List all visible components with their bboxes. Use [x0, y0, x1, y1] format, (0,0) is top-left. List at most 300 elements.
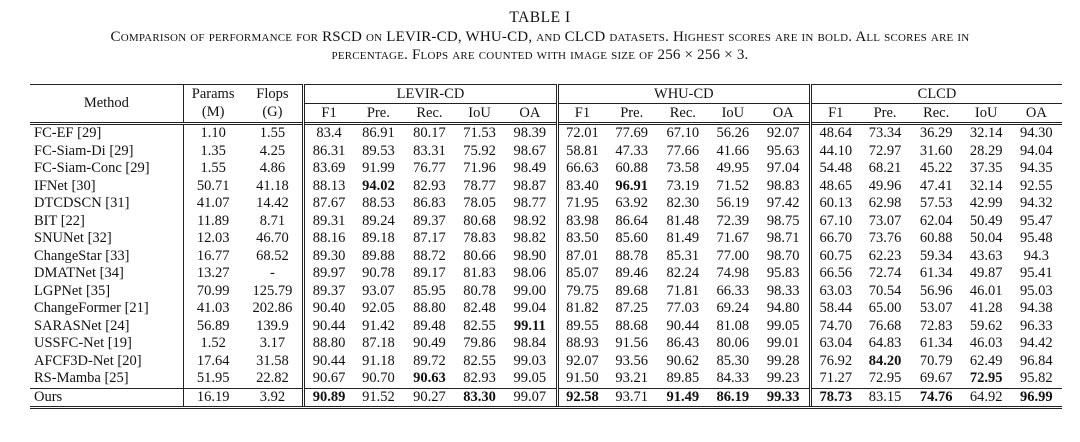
flops-value: 125.79 [252, 282, 293, 299]
params-value: 56.89 [183, 318, 242, 336]
method-name: SNUNet [32] [30, 230, 183, 248]
score-cell: 98.71 [766, 230, 800, 247]
score-cell: 98.92 [513, 212, 547, 229]
score-cell: 85.30 [716, 352, 750, 369]
flops-value: 14.42 [256, 195, 289, 212]
table-row [30, 335, 1062, 353]
params-value: 11.89 [183, 213, 242, 231]
method-name: ChangeFormer [21] [30, 300, 183, 318]
score-cell: 98.06 [513, 265, 547, 282]
method-header: Method [30, 85, 183, 124]
score-cell [455, 388, 504, 408]
score-cell: 87.17 [413, 230, 446, 247]
table-row [30, 300, 1062, 318]
score-cell: 99.05 [513, 370, 547, 387]
score-cell [557, 388, 606, 408]
score-cell: 82.93 [413, 177, 446, 194]
params-value: 1.52 [183, 335, 242, 353]
score-cell: 67.10 [811, 213, 860, 231]
flops-value: - [269, 265, 275, 282]
best-score: 86.19 [716, 388, 750, 405]
score-cell: 99.00 [513, 282, 547, 299]
score-cell: 63.04 [811, 335, 860, 353]
flops-value: 4.86 [259, 160, 286, 177]
score-cell: 89.30 [304, 248, 353, 266]
score-cell: 83.4 [304, 124, 353, 143]
score-cell [657, 388, 708, 408]
score-cell: 82.48 [463, 300, 496, 317]
metric-header: IoU [962, 104, 1011, 124]
score-cell: 85.60 [615, 230, 649, 247]
score-cell: 71.96 [463, 160, 496, 177]
score-cell: 80.78 [463, 282, 496, 299]
score-cell: 98.75 [766, 212, 800, 229]
score-cell: 44.10 [811, 143, 860, 161]
score-cell: 62.98 [868, 195, 902, 212]
metric-header: OA [504, 104, 557, 124]
score-cell [404, 370, 455, 388]
score-cell: 95.47 [1020, 212, 1053, 229]
score-cell: 64.92 [962, 388, 1011, 408]
method-name: DTCDSCN [31] [30, 195, 183, 213]
score-cell: 83.31 [413, 142, 446, 159]
metric-header: Rec. [911, 104, 962, 124]
score-cell: 86.83 [413, 195, 446, 212]
method-name: FC-Siam-Conc [29] [30, 160, 183, 178]
params-value: 51.95 [183, 370, 242, 388]
table-row [30, 195, 1062, 213]
best-score: 84.20 [868, 352, 902, 369]
table-row [30, 318, 1062, 336]
table-row [30, 388, 1062, 408]
score-cell: 93.56 [615, 352, 649, 369]
score-cell: 94.38 [1020, 300, 1053, 317]
table-body [30, 124, 1062, 408]
score-cell: 62.23 [868, 247, 902, 264]
score-cell: 88.93 [557, 335, 606, 353]
score-cell: 72.39 [716, 212, 750, 229]
score-cell: 69.24 [716, 300, 750, 317]
score-cell: 81.48 [666, 212, 700, 229]
score-cell: 45.22 [919, 160, 953, 177]
best-score: 74.76 [919, 388, 953, 405]
score-cell: 95.63 [766, 142, 800, 159]
score-cell: 99.28 [766, 352, 800, 369]
score-cell: 95.41 [1020, 265, 1053, 282]
score-cell: 87.67 [304, 195, 353, 213]
score-cell: 92.05 [362, 300, 395, 317]
params-value: 1.10 [183, 124, 242, 143]
params-value: 16.19 [183, 388, 242, 408]
score-cell: 86.91 [362, 125, 395, 142]
score-cell: 89.53 [362, 142, 395, 159]
score-cell: 94.3 [1023, 247, 1050, 264]
score-cell: 85.95 [413, 282, 446, 299]
score-cell: 98.82 [513, 230, 547, 247]
params-value: 1.55 [183, 160, 242, 178]
score-cell: 92.55 [1020, 177, 1053, 194]
flops-value: 8.71 [259, 212, 286, 229]
score-cell: 99.07 [504, 388, 557, 408]
method-name: Ours [30, 388, 183, 408]
score-cell: 88.53 [362, 195, 395, 212]
score-cell: 82.93 [463, 370, 496, 387]
table-row [30, 143, 1062, 161]
score-cell: 83.40 [557, 178, 606, 196]
best-score: 90.63 [413, 370, 446, 387]
score-cell [962, 370, 1011, 388]
score-cell: 98.39 [513, 125, 547, 142]
whu-group-header: WHU-CD [557, 85, 810, 104]
table-caption [0, 0, 1080, 64]
score-cell: 81.49 [666, 230, 700, 247]
score-cell: 32.14 [969, 125, 1003, 142]
score-cell: 94.30 [1020, 125, 1053, 142]
score-cell: 98.84 [513, 335, 547, 352]
flops-value: 139.9 [256, 317, 289, 334]
metric-header: Pre. [860, 104, 911, 124]
score-cell: 88.68 [615, 317, 649, 334]
score-cell: 76.68 [868, 317, 902, 334]
score-cell: 79.75 [557, 283, 606, 301]
score-cell: 80.66 [463, 247, 496, 264]
score-cell: 60.75 [811, 248, 860, 266]
score-cell: 81.82 [557, 300, 606, 318]
flops-value: 202.86 [252, 300, 293, 317]
score-cell: 58.81 [557, 143, 606, 161]
score-cell: 90.62 [666, 352, 700, 369]
metric-header: Pre. [353, 104, 404, 124]
score-cell: 92.07 [766, 125, 800, 142]
score-cell: 99.05 [766, 317, 800, 334]
metric-header: IoU [708, 104, 757, 124]
score-cell: 47.41 [919, 177, 953, 194]
metric-header: F1 [304, 104, 353, 124]
score-cell [708, 388, 757, 408]
score-cell: 91.52 [353, 388, 404, 408]
score-cell: 72.83 [919, 317, 953, 334]
flops-value: 3.17 [259, 335, 286, 352]
score-cell: 98.49 [513, 160, 547, 177]
score-cell: 97.42 [766, 195, 800, 212]
best-score: 91.49 [666, 388, 700, 405]
params-unit: (M) [183, 104, 242, 124]
score-cell: 89.72 [413, 352, 446, 369]
score-cell: 98.87 [513, 177, 547, 194]
score-cell: 98.90 [513, 247, 547, 264]
score-cell [911, 388, 962, 408]
score-cell: 75.92 [463, 142, 496, 159]
score-cell: 82.24 [666, 265, 700, 282]
score-cell: 83.15 [860, 388, 911, 408]
score-cell: 73.34 [868, 125, 902, 142]
levir-group-header: LEVIR-CD [304, 85, 557, 104]
score-cell: 94.80 [766, 300, 800, 317]
score-cell: 95.83 [766, 265, 800, 282]
metric-header: Rec. [404, 104, 455, 124]
score-cell: 90.27 [404, 388, 455, 408]
method-name: USSFC-Net [19] [30, 335, 183, 353]
best-score: 83.30 [463, 388, 496, 405]
score-cell: 86.64 [615, 212, 649, 229]
score-cell: 98.67 [513, 142, 547, 159]
score-cell: 89.48 [413, 317, 446, 334]
method-name: LGPNet [35] [30, 283, 183, 301]
params-header: Params [183, 85, 242, 104]
metric-header: OA [757, 104, 810, 124]
metric-header: Rec. [657, 104, 708, 124]
score-cell: 92.07 [557, 353, 606, 371]
score-cell: 88.13 [304, 178, 353, 196]
score-cell: 78.05 [463, 195, 496, 212]
score-cell: 48.65 [811, 178, 860, 196]
table-row [30, 283, 1062, 301]
score-cell: 78.83 [463, 230, 496, 247]
flops-value: 31.58 [256, 352, 289, 369]
score-cell: 85.31 [666, 247, 700, 264]
score-cell: 95.48 [1020, 230, 1053, 247]
score-cell: 89.85 [666, 370, 700, 387]
score-cell: 87.01 [557, 248, 606, 266]
score-cell: 71.52 [716, 177, 750, 194]
score-cell: 42.99 [969, 195, 1003, 212]
table-row [30, 370, 1062, 388]
score-cell: 93.07 [362, 282, 395, 299]
score-cell: 83.50 [557, 230, 606, 248]
score-cell: 73.76 [868, 230, 902, 247]
score-cell [757, 388, 810, 408]
score-cell: 74.70 [811, 318, 860, 336]
score-cell: 87.18 [362, 335, 395, 352]
score-cell: 74.98 [716, 265, 750, 282]
score-cell: 61.34 [919, 335, 953, 352]
score-cell: 99.01 [766, 335, 800, 352]
caption-line-1: Comparison of performance for RSCD on LEVIR-CD, WHU-CD, and CLCD datasets. Highest scores are in bold. All scores are in [110, 29, 970, 45]
score-cell: 80.17 [413, 125, 446, 142]
score-cell: 91.42 [362, 317, 395, 334]
score-cell: 95.82 [1020, 370, 1053, 387]
score-cell: 66.63 [557, 160, 606, 178]
best-score: 90.89 [312, 388, 346, 405]
score-cell: 43.63 [969, 247, 1003, 264]
score-cell [304, 388, 353, 408]
score-cell: 89.17 [413, 265, 446, 282]
metric-header: F1 [557, 104, 606, 124]
score-cell: 61.34 [919, 265, 953, 282]
score-cell: 89.37 [304, 283, 353, 301]
method-name: FC-Siam-Di [29] [30, 143, 183, 161]
score-cell: 94.04 [1020, 142, 1053, 159]
score-cell: 90.70 [362, 370, 395, 387]
score-cell: 72.97 [868, 142, 902, 159]
score-cell: 59.34 [919, 247, 953, 264]
score-cell: 89.31 [304, 213, 353, 231]
score-cell: 91.18 [362, 352, 395, 369]
score-cell: 73.07 [868, 212, 902, 229]
score-cell: 79.86 [463, 335, 496, 352]
score-cell: 76.77 [413, 160, 446, 177]
score-cell: 94.42 [1020, 335, 1053, 352]
score-cell: 65.00 [868, 300, 902, 317]
score-cell: 32.14 [969, 177, 1003, 194]
score-cell: 83.98 [557, 213, 606, 231]
score-cell: 59.62 [969, 317, 1003, 334]
score-cell: 87.25 [615, 300, 649, 317]
params-value: 50.71 [183, 178, 242, 196]
score-cell: 71.67 [716, 230, 750, 247]
score-cell: 56.26 [716, 125, 750, 142]
score-cell: 90.44 [304, 353, 353, 371]
score-cell: 86.43 [666, 335, 700, 352]
score-cell: 54.48 [811, 160, 860, 178]
best-score: 96.99 [1020, 388, 1053, 405]
score-cell [1011, 388, 1062, 408]
score-cell: 93.21 [615, 370, 649, 387]
method-name: AFCF3D-Net [20] [30, 353, 183, 371]
best-score: 92.58 [566, 388, 599, 405]
score-cell: 89.55 [557, 318, 606, 336]
score-cell: 70.54 [868, 282, 902, 299]
score-cell: 60.88 [615, 160, 649, 177]
score-cell: 63.92 [615, 195, 649, 212]
score-cell: 66.70 [811, 230, 860, 248]
score-cell: 72.95 [868, 370, 902, 387]
flops-value: 1.55 [259, 125, 286, 142]
score-cell: 88.78 [615, 247, 649, 264]
table-number: TABLE I [509, 9, 571, 26]
score-cell [353, 178, 404, 196]
score-cell: 84.33 [716, 370, 750, 387]
score-cell: 82.55 [463, 317, 496, 334]
score-cell: 98.70 [766, 247, 800, 264]
score-cell: 99.23 [766, 370, 800, 387]
score-cell: 99.03 [513, 352, 547, 369]
score-cell: 41.28 [969, 300, 1003, 317]
params-value: 41.03 [183, 300, 242, 318]
score-cell: 58.44 [811, 300, 860, 318]
params-value: 12.03 [183, 230, 242, 248]
score-cell: 91.99 [362, 160, 395, 177]
metric-header: Pre. [606, 104, 657, 124]
method-name: SARASNet [24] [30, 318, 183, 336]
score-cell: 81.83 [463, 265, 496, 282]
score-cell: 86.31 [304, 143, 353, 161]
score-cell: 90.44 [666, 317, 700, 334]
score-cell: 46.01 [969, 282, 1003, 299]
flops-value: 4.25 [259, 142, 286, 159]
table-row [30, 230, 1062, 248]
caption-line-2: percentage. Flops are counted with image size of 256 × 256 × 3. [331, 47, 749, 63]
score-cell: 37.35 [969, 160, 1003, 177]
score-cell: 73.58 [666, 160, 700, 177]
score-cell: 41.66 [716, 142, 750, 159]
best-score: 96.91 [615, 177, 649, 194]
score-cell: 50.04 [969, 230, 1003, 247]
table-header [30, 85, 1062, 124]
flops-value: 46.70 [256, 230, 289, 247]
best-score: 78.73 [819, 388, 853, 405]
score-cell: 62.04 [919, 212, 953, 229]
score-cell: 90.44 [304, 318, 353, 336]
score-cell: 47.33 [615, 142, 649, 159]
best-score: 72.95 [969, 370, 1003, 387]
table-row [30, 160, 1062, 178]
score-cell: 77.00 [716, 247, 750, 264]
score-cell: 49.87 [969, 265, 1003, 282]
table-row [30, 265, 1062, 283]
table-row [30, 178, 1062, 196]
score-cell: 91.56 [615, 335, 649, 352]
params-value: 13.27 [183, 265, 242, 283]
score-cell: 89.37 [413, 212, 446, 229]
table-row [30, 124, 1062, 143]
score-cell: 64.83 [868, 335, 902, 352]
score-cell: 73.19 [666, 177, 700, 194]
table-row [30, 248, 1062, 266]
params-value: 1.35 [183, 143, 242, 161]
score-cell: 90.40 [304, 300, 353, 318]
best-score: 94.02 [362, 177, 395, 194]
score-cell: 98.33 [766, 282, 800, 299]
score-cell: 78.77 [463, 177, 496, 194]
flops-value: 68.52 [256, 247, 289, 264]
metric-header: OA [1011, 104, 1062, 124]
score-cell: 90.49 [413, 335, 446, 352]
score-cell: 85.07 [557, 265, 606, 283]
best-score: 99.33 [766, 388, 800, 405]
metric-header: F1 [811, 104, 860, 124]
score-cell: 67.10 [666, 125, 700, 142]
score-cell: 98.83 [766, 177, 800, 194]
score-cell: 98.77 [513, 195, 547, 212]
score-cell: 96.84 [1020, 352, 1053, 369]
metric-header: IoU [455, 104, 504, 124]
score-cell: 77.69 [615, 125, 649, 142]
score-cell: 89.24 [362, 212, 395, 229]
score-cell: 77.66 [666, 142, 700, 159]
flops-unit: (G) [243, 104, 304, 124]
score-cell: 60.88 [919, 230, 953, 247]
clcd-group-header: CLCD [811, 85, 1063, 104]
score-cell: 89.88 [362, 247, 395, 264]
score-cell: 72.01 [557, 124, 606, 143]
score-cell: 71.53 [463, 125, 496, 142]
score-cell [860, 353, 911, 371]
score-cell: 83.69 [304, 160, 353, 178]
best-score: 99.11 [513, 317, 546, 334]
score-cell: 99.04 [513, 300, 547, 317]
score-cell: 60.13 [811, 195, 860, 213]
score-cell: 56.96 [919, 282, 953, 299]
method-name: ChangeStar [33] [30, 248, 183, 266]
score-cell: 63.03 [811, 283, 860, 301]
score-cell: 49.95 [716, 160, 750, 177]
score-cell: 82.55 [463, 352, 496, 369]
score-cell [504, 318, 557, 336]
method-name: BIT [22] [30, 213, 183, 231]
score-cell: 90.78 [362, 265, 395, 282]
score-cell: 50.49 [969, 212, 1003, 229]
score-cell: 68.21 [868, 160, 902, 177]
params-value: 17.64 [183, 353, 242, 371]
score-cell: 70.79 [919, 352, 953, 369]
score-cell: 71.27 [811, 370, 860, 388]
flops-value: 41.18 [256, 177, 289, 194]
score-cell: 88.80 [304, 335, 353, 353]
score-cell: 94.32 [1020, 195, 1053, 212]
score-cell: 53.07 [919, 300, 953, 317]
score-cell: 95.03 [1020, 282, 1053, 299]
